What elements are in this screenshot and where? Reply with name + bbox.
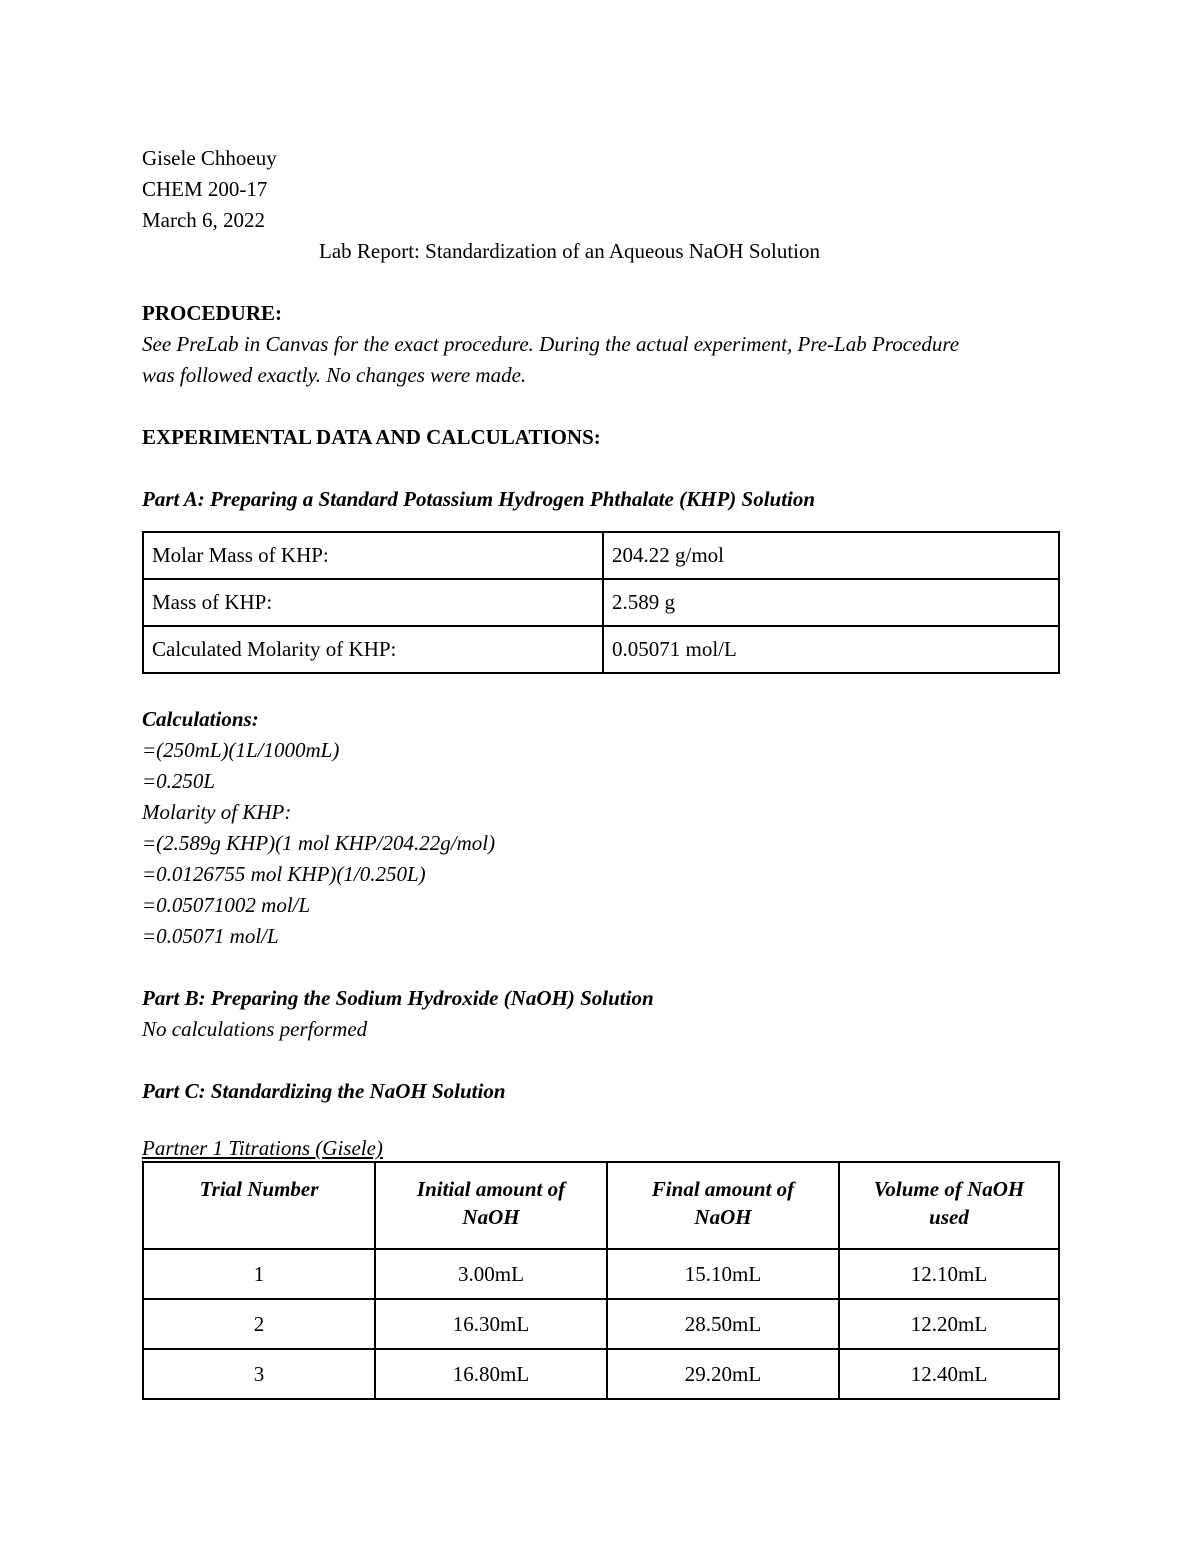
table-cell: 28.50mL xyxy=(607,1299,839,1349)
procedure-heading: PROCEDURE: xyxy=(142,301,282,325)
table-cell: 16.30mL xyxy=(375,1299,607,1349)
part-c-heading: Part C: Standardizing the NaOH Solution xyxy=(142,1079,506,1103)
part-a-heading: Part A: Preparing a Standard Potassium Hydrogen Phthalate (KHP) Solution xyxy=(142,487,816,511)
table-cell-value: 0.05071 mol/L xyxy=(603,626,1059,673)
table-cell-label: Molar Mass of KHP: xyxy=(143,532,603,579)
table-cell: 15.10mL xyxy=(607,1249,839,1299)
column-header-volume-used: Volume of NaOH used xyxy=(839,1162,1059,1249)
table-cell: 12.40mL xyxy=(839,1349,1059,1399)
table-row xyxy=(143,626,1059,673)
table-cell: 29.20mL xyxy=(607,1349,839,1399)
khp-data-table xyxy=(142,531,1060,674)
table-row xyxy=(143,579,1059,626)
experimental-heading: EXPERIMENTAL DATA AND CALCULATIONS: xyxy=(142,425,601,449)
calc-line: =0.05071 mol/L xyxy=(142,924,279,948)
titration-table xyxy=(142,1161,1060,1400)
table-row xyxy=(143,532,1059,579)
table-cell-value: 204.22 g/mol xyxy=(603,532,1059,579)
column-header-final-amount: Final amount of NaOH xyxy=(607,1162,839,1249)
table-cell: 3 xyxy=(143,1349,375,1399)
table-row xyxy=(143,1349,1059,1399)
table-row xyxy=(143,1249,1059,1299)
table-cell-value: 2.589 g xyxy=(603,579,1059,626)
report-title: Lab Report: Standardization of an Aqueous NaOH Solution xyxy=(319,239,820,263)
table-header-row xyxy=(143,1162,1059,1249)
table-cell: 1 xyxy=(143,1249,375,1299)
table-cell: 12.10mL xyxy=(839,1249,1059,1299)
part-b-heading: Part B: Preparing the Sodium Hydroxide (NaOH) Solution xyxy=(142,986,654,1010)
author-name: Gisele Chhoeuy xyxy=(142,146,277,170)
column-header-initial-amount: Initial amount of NaOH xyxy=(375,1162,607,1249)
table-cell: 16.80mL xyxy=(375,1349,607,1399)
course-code: CHEM 200-17 xyxy=(142,177,268,201)
table-cell: 12.20mL xyxy=(839,1299,1059,1349)
calc-line: =(2.589g KHP)(1 mol KHP/204.22g/mol) xyxy=(142,831,496,855)
report-date: March 6, 2022 xyxy=(142,208,266,232)
table-row xyxy=(143,1299,1059,1349)
column-header-trial-number: Trial Number xyxy=(143,1162,375,1249)
table-cell: 2 xyxy=(143,1299,375,1349)
table-cell-label: Calculated Molarity of KHP: xyxy=(143,626,603,673)
document-page xyxy=(142,143,1060,1400)
table-cell: 3.00mL xyxy=(375,1249,607,1299)
calculations-heading: Calculations: xyxy=(142,707,259,731)
procedure-text-line-2: was followed exactly. No changes were made. xyxy=(142,363,527,387)
procedure-text-line-1: See PreLab in Canvas for the exact procedure. During the actual experiment, Pre-Lab Procedure xyxy=(142,332,960,356)
part-b-note: No calculations performed xyxy=(142,1017,368,1041)
calc-line: =0.0126755 mol KHP)(1/0.250L) xyxy=(142,862,426,886)
calc-line: =(250mL)(1L/1000mL) xyxy=(142,738,340,762)
table-cell-label: Mass of KHP: xyxy=(143,579,603,626)
calc-line: Molarity of KHP: xyxy=(142,800,292,824)
table-caption: Partner 1 Titrations (Gisele) xyxy=(142,1136,383,1160)
calc-line: =0.05071002 mol/L xyxy=(142,893,311,917)
calc-line: =0.250L xyxy=(142,769,216,793)
